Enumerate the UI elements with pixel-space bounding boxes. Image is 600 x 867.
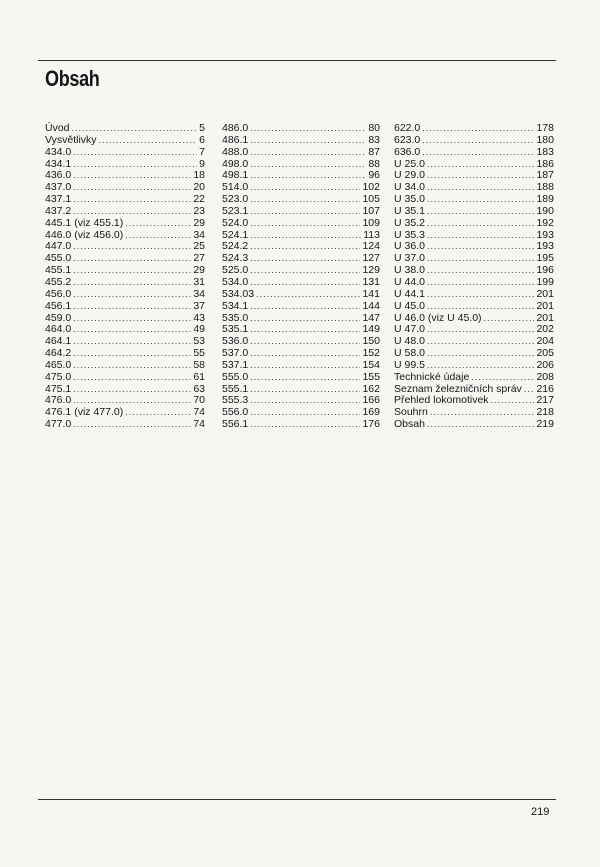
toc-entry-page: 25	[193, 240, 205, 253]
dot-leader	[73, 277, 191, 289]
toc-entry-label: 486.1	[222, 133, 249, 146]
dot-leader	[250, 170, 366, 182]
dot-leader	[250, 182, 360, 194]
toc-entry-page: 34	[193, 228, 205, 241]
dot-leader	[250, 123, 366, 135]
toc-entry	[222, 289, 380, 301]
toc-entry-page: 74	[193, 418, 205, 431]
toc-entry-label: 535.1	[222, 323, 249, 336]
dot-leader	[125, 407, 191, 419]
dot-leader	[250, 135, 366, 147]
toc-entry-page: 201	[536, 299, 554, 312]
toc-entry-page: 190	[536, 204, 554, 217]
toc-entry-page: 195	[536, 252, 554, 265]
toc-entry-label: Seznam železničních správ	[394, 382, 522, 395]
page-number: 219	[531, 806, 550, 818]
dot-leader	[427, 336, 535, 348]
page-title: Obsah	[45, 66, 100, 91]
toc-entry	[222, 206, 380, 218]
toc-entry	[45, 301, 205, 313]
dot-leader	[427, 182, 535, 194]
toc-entry-label: 475.1	[45, 382, 72, 395]
dot-leader	[73, 159, 197, 171]
toc-entry-label: 455.2	[45, 275, 72, 288]
toc-entry-page: 113	[363, 228, 380, 241]
toc-entry	[394, 135, 554, 147]
toc-entry-label: U 46.0 (viz U 45.0)	[394, 311, 482, 324]
toc-entry-label: 464.1	[45, 335, 72, 348]
toc-entry-page: 178	[536, 122, 554, 134]
toc-entry-page: 218	[536, 406, 554, 419]
dot-leader	[73, 147, 197, 159]
toc-entry-page: 37	[193, 299, 205, 312]
toc-entry-page: 176	[362, 418, 380, 431]
toc-entry-page: 102	[362, 181, 380, 194]
toc-entry-page: 217	[536, 394, 554, 407]
toc-entry-label: Úvod	[45, 122, 70, 134]
toc-entry-page: 208	[536, 370, 554, 383]
dot-leader	[73, 348, 191, 360]
dot-leader	[427, 241, 535, 253]
toc-entry-label: U 35.2	[394, 216, 425, 229]
toc-entry-label: U 58.0	[394, 347, 425, 360]
toc-entry-label: 537.1	[222, 358, 249, 371]
toc-entry-label: 477.0	[45, 418, 72, 431]
toc-entry-page: 169	[362, 406, 380, 419]
dot-leader	[250, 301, 360, 313]
toc-entry-page: 193	[536, 240, 554, 253]
toc-entry-page: 43	[193, 311, 205, 324]
toc-entry-page: 80	[368, 122, 380, 134]
dot-leader	[427, 301, 535, 313]
dot-leader	[250, 253, 360, 265]
dot-leader	[99, 135, 198, 147]
toc-entry-page: 180	[536, 133, 554, 146]
dot-leader	[73, 241, 191, 253]
toc-entry-label: U 29.0	[394, 169, 425, 182]
toc-entry-label: 437.0	[45, 181, 72, 194]
toc-entry	[45, 135, 205, 147]
toc-entry-page: 7	[199, 145, 205, 158]
dot-leader	[250, 159, 366, 171]
toc-entry-label: 636.0	[394, 145, 421, 158]
dot-leader	[250, 384, 360, 396]
toc-entry-label: 555.1	[222, 382, 249, 395]
toc-entry-label: 459.0	[45, 311, 72, 324]
dot-leader	[73, 313, 191, 325]
toc-entry-page: 109	[362, 216, 380, 229]
toc-entry-label: U 36.0	[394, 240, 425, 253]
dot-leader	[422, 147, 534, 159]
toc-entry	[394, 218, 554, 230]
dot-leader	[250, 206, 360, 218]
toc-entry-page: 124	[362, 240, 380, 253]
top-rule	[38, 60, 556, 61]
toc-entry-label: Obsah	[394, 418, 425, 431]
dot-leader	[73, 419, 191, 431]
toc-entry-page: 58	[193, 358, 205, 371]
toc-entry-label: 623.0	[394, 133, 421, 146]
toc-entry-label: 465.0	[45, 358, 72, 371]
toc-entry-page: 18	[193, 169, 205, 182]
bottom-rule	[38, 799, 556, 800]
dot-leader	[250, 218, 360, 230]
toc-entry-page: 189	[536, 193, 554, 206]
toc-entry-page: 107	[362, 204, 380, 217]
toc-entry-label: 447.0	[45, 240, 72, 253]
toc-column-1	[45, 123, 205, 431]
toc-entry-label: 498.1	[222, 169, 249, 182]
toc-entry-label: 536.0	[222, 335, 249, 348]
toc-entry-label: 622.0	[394, 122, 421, 134]
dot-leader	[427, 218, 535, 230]
toc-entry-page: 105	[362, 193, 380, 206]
toc-entry-page: 150	[362, 335, 380, 348]
toc-entry-label: U 48.0	[394, 335, 425, 348]
toc-entry-label: 498.0	[222, 157, 249, 170]
toc-entry	[45, 419, 205, 431]
dot-leader	[73, 372, 191, 384]
dot-leader	[427, 419, 535, 431]
dot-leader	[73, 324, 191, 336]
toc-entry-label: 437.2	[45, 204, 72, 217]
toc-entry-page: 29	[193, 216, 205, 229]
toc-entry-page: 192	[536, 216, 554, 229]
toc-entry-page: 196	[536, 264, 554, 277]
toc-entry-label: U 37.0	[394, 252, 425, 265]
dot-leader	[427, 324, 535, 336]
toc-column-3	[394, 123, 554, 431]
dot-leader	[73, 206, 191, 218]
toc-entry-label: U 35.3	[394, 228, 425, 241]
dot-leader	[73, 170, 191, 182]
toc-entry-page: 204	[536, 335, 554, 348]
toc-entry-page: 96	[368, 169, 380, 182]
toc-entry-label: 464.2	[45, 347, 72, 360]
dot-leader	[491, 395, 535, 407]
dot-leader	[427, 206, 535, 218]
toc-entry-label: 455.1	[45, 264, 72, 277]
toc-entry-page: 49	[193, 323, 205, 336]
dot-leader	[250, 372, 360, 384]
toc-entry-page: 219	[536, 418, 554, 431]
toc-entry	[45, 289, 205, 301]
toc-entry	[45, 206, 205, 218]
dot-leader	[250, 360, 360, 372]
toc-entry-label: 537.0	[222, 347, 249, 360]
toc-entry	[45, 372, 205, 384]
toc-entry-page: 22	[193, 193, 205, 206]
dot-leader	[427, 265, 535, 277]
toc-entry-page: 154	[362, 358, 380, 371]
dot-leader	[73, 336, 191, 348]
toc-entry-label: U 47.0	[394, 323, 425, 336]
toc-entry	[394, 360, 554, 372]
toc-entry-page: 202	[536, 323, 554, 336]
toc-entry-page: 187	[536, 169, 554, 182]
toc-entry-label: 556.0	[222, 406, 249, 419]
dot-leader	[73, 384, 191, 396]
toc-entry-label: 524.2	[222, 240, 249, 253]
toc-entry-label: U 25.0	[394, 157, 425, 170]
dot-leader	[427, 360, 535, 372]
toc-entry-page: 188	[536, 181, 554, 194]
toc-entry	[394, 147, 554, 159]
toc-entry-label: 486.0	[222, 122, 249, 134]
toc-entry-label: U 35.1	[394, 204, 425, 217]
dot-leader	[250, 241, 360, 253]
toc-entry-page: 20	[193, 181, 205, 194]
toc-entry-label: 534.03	[222, 287, 255, 300]
toc-entry-page: 70	[193, 394, 205, 407]
dot-leader	[73, 182, 191, 194]
dot-leader	[256, 289, 360, 301]
dot-leader	[427, 253, 535, 265]
dot-leader	[422, 135, 534, 147]
toc-entry-label: 445.1 (viz 455.1)	[45, 216, 124, 229]
toc-entry-page: 149	[362, 323, 380, 336]
toc-entry-page: 23	[193, 204, 205, 217]
toc-entry-page: 141	[362, 287, 380, 300]
toc-entry-label: 524.0	[222, 216, 249, 229]
dot-leader	[427, 159, 535, 171]
dot-leader	[250, 407, 360, 419]
toc-entry-page: 131	[362, 275, 380, 288]
toc-entry-page: 129	[362, 264, 380, 277]
dot-leader	[250, 395, 360, 407]
toc-entry	[394, 419, 554, 431]
dot-leader	[427, 170, 535, 182]
toc-entry-page: 199	[536, 275, 554, 288]
dot-leader	[422, 123, 534, 135]
toc-entry-page: 55	[193, 347, 205, 360]
toc-entry-label: U 34.0	[394, 181, 425, 194]
toc-entry-page: 193	[536, 228, 554, 241]
dot-leader	[427, 348, 535, 360]
toc-entry-page: 6	[199, 133, 205, 146]
toc-entry	[222, 419, 380, 431]
toc-entry-page: 63	[193, 382, 205, 395]
dot-leader	[427, 277, 535, 289]
toc-entry-page: 216	[536, 382, 554, 395]
dot-leader	[125, 230, 191, 242]
toc-entry-label: U 44.0	[394, 275, 425, 288]
toc-entry-page: 9	[199, 157, 205, 170]
toc-entry-label: 524.1	[222, 228, 249, 241]
dot-leader	[125, 218, 191, 230]
toc-entry-page: 155	[362, 370, 380, 383]
dot-leader	[250, 230, 361, 242]
toc-entry	[394, 301, 554, 313]
dot-leader	[250, 336, 360, 348]
toc-entry-label: 434.0	[45, 145, 72, 158]
toc-entry-label: 534.0	[222, 275, 249, 288]
toc-entry-label: 446.0 (viz 456.0)	[45, 228, 124, 241]
dot-leader	[73, 301, 191, 313]
toc-entry-page: 5	[199, 122, 205, 134]
toc-entry	[222, 218, 380, 230]
toc-entry-page: 166	[362, 394, 380, 407]
toc-entry-label: 535.0	[222, 311, 249, 324]
toc-entry-page: 34	[193, 287, 205, 300]
dot-leader	[427, 289, 535, 301]
toc-entry	[222, 372, 380, 384]
dot-leader	[250, 194, 360, 206]
toc-entry-page: 53	[193, 335, 205, 348]
toc-entry-page: 144	[362, 299, 380, 312]
dot-leader	[73, 194, 191, 206]
toc-entry-page: 205	[536, 347, 554, 360]
dot-leader	[73, 253, 191, 265]
toc-entry-page: 162	[362, 382, 380, 395]
dot-leader	[471, 372, 534, 384]
toc-entry-page: 127	[362, 252, 380, 265]
dot-leader	[73, 265, 191, 277]
toc-entry-label: 555.3	[222, 394, 249, 407]
dot-leader	[484, 313, 535, 325]
toc-entry-page: 147	[362, 311, 380, 324]
toc-entry-page: 201	[536, 287, 554, 300]
toc-entry-page: 201	[536, 311, 554, 324]
dot-leader	[250, 265, 360, 277]
dot-leader	[250, 419, 360, 431]
toc-entry-label: 436.0	[45, 169, 72, 182]
toc-entry	[222, 301, 380, 313]
toc-entry	[394, 206, 554, 218]
toc-entry	[45, 218, 205, 230]
toc-entry-label: U 35.0	[394, 193, 425, 206]
toc-entry-label: Přehled lokomotivek	[394, 394, 489, 407]
toc-entry-label: Technické údaje	[394, 370, 470, 383]
toc-entry-label: 456.0	[45, 287, 72, 300]
toc-entry-label: 523.0	[222, 193, 249, 206]
toc-entry-label: 455.0	[45, 252, 72, 265]
toc-column-2	[222, 123, 380, 431]
toc-entry-label: U 99.5	[394, 358, 425, 371]
toc-entry-label: U 44.1	[394, 287, 425, 300]
toc-entry-page: 152	[362, 347, 380, 360]
dot-leader	[250, 277, 360, 289]
toc-entry-label: Souhrn	[394, 406, 428, 419]
toc-entry-page: 87	[368, 145, 380, 158]
dot-leader	[427, 194, 535, 206]
dot-leader	[430, 407, 535, 419]
toc-entry	[222, 360, 380, 372]
toc-entry-label: 556.1	[222, 418, 249, 431]
toc-entry-page: 186	[536, 157, 554, 170]
toc-entry-page: 88	[368, 157, 380, 170]
toc-entry-label: 488.0	[222, 145, 249, 158]
toc-entry	[45, 147, 205, 159]
toc-entry-page: 83	[368, 133, 380, 146]
toc-entry-label: 456.1	[45, 299, 72, 312]
dot-leader	[250, 147, 366, 159]
dot-leader	[250, 313, 360, 325]
toc-entry-page: 61	[193, 370, 205, 383]
toc-entry-page: 27	[193, 252, 205, 265]
dot-leader	[250, 348, 360, 360]
toc-entry	[394, 372, 554, 384]
dot-leader	[427, 230, 535, 242]
toc-entry-label: 434.1	[45, 157, 72, 170]
toc-entry-page: 31	[193, 275, 205, 288]
toc-entry-page: 74	[193, 406, 205, 419]
toc-entry-label: 524.3	[222, 252, 249, 265]
toc-entry	[222, 147, 380, 159]
toc-entry-label: 523.1	[222, 204, 249, 217]
dot-leader	[73, 289, 191, 301]
dot-leader	[524, 384, 535, 396]
toc-entry-label: 437.1	[45, 193, 72, 206]
toc-entry-label: 555.0	[222, 370, 249, 383]
toc-entry-label: 514.0	[222, 181, 249, 194]
toc-entry-page: 183	[536, 145, 554, 158]
toc-entry-label: Vysvětlivky	[45, 133, 97, 146]
toc-entry	[222, 135, 380, 147]
toc-entry-label: 476.0	[45, 394, 72, 407]
dot-leader	[73, 360, 191, 372]
toc-entry-label: 475.0	[45, 370, 72, 383]
toc-entry	[394, 289, 554, 301]
toc-entry-label: U 38.0	[394, 264, 425, 277]
toc-entry-label: 534.1	[222, 299, 249, 312]
toc-entry-label: 464.0	[45, 323, 72, 336]
toc-entry-label: U 45.0	[394, 299, 425, 312]
toc-entry-label: 476.1 (viz 477.0)	[45, 406, 124, 419]
toc-entry-page: 29	[193, 264, 205, 277]
toc-entry-label: 525.0	[222, 264, 249, 277]
toc-entry	[45, 360, 205, 372]
toc-entry-page: 206	[536, 358, 554, 371]
dot-leader	[250, 324, 360, 336]
